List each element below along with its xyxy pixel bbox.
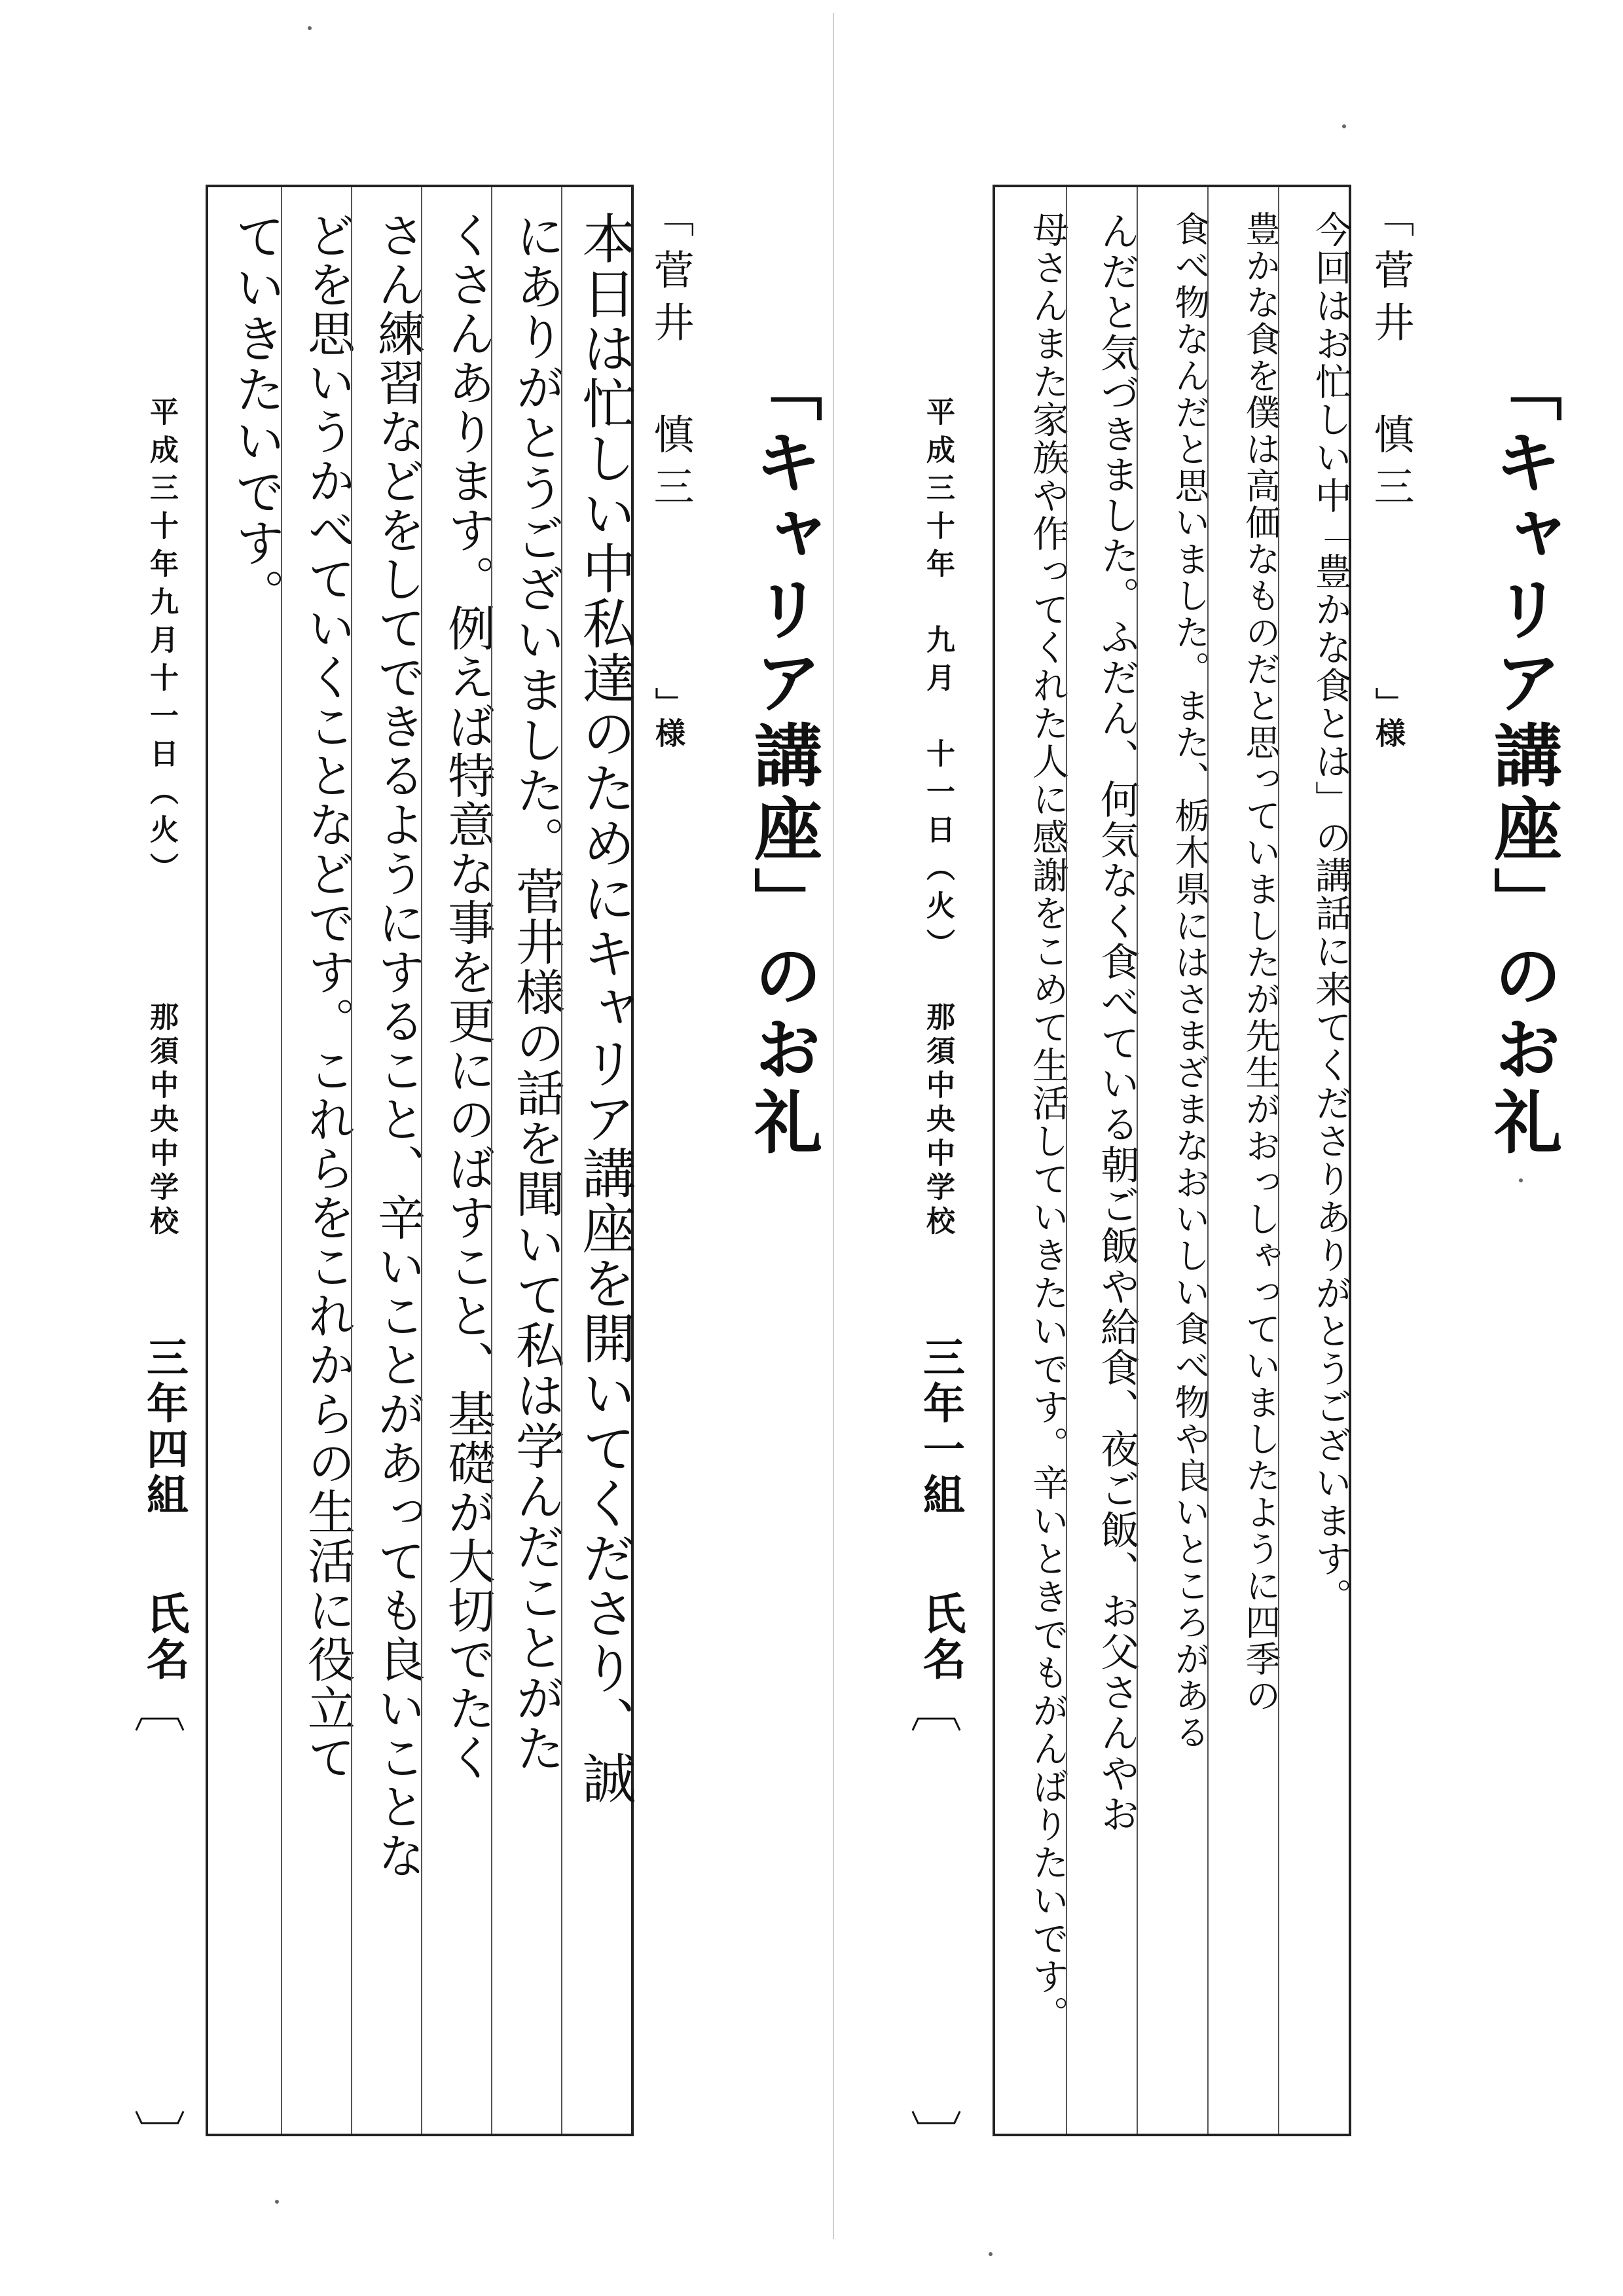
right-line-2: 豊かな食を僕は高価なものだと思っていましたが先生がおっしゃっていましたように四季の bbox=[1207, 187, 1278, 2134]
scan-speck bbox=[275, 2200, 279, 2204]
left-name-bracket-bottom: ︺ bbox=[134, 2107, 186, 2168]
left-line-6: ていきたいです。 bbox=[227, 211, 285, 619]
scan-speck bbox=[989, 2252, 993, 2256]
right-name-bracket-bottom: ︺ bbox=[910, 2107, 962, 2168]
left-writing-box bbox=[206, 185, 634, 2136]
left-line-2: にありがとうございました。菅井様の話を聞いて私は学んだことがた bbox=[491, 187, 561, 2134]
right-line-4: んだと気づきました。ふだん、何気なく食べている朝ご飯や給食、夜ご飯、お父さんやお bbox=[1066, 187, 1137, 2134]
right-title: 「キャリア講座」のお礼 bbox=[1482, 354, 1563, 1160]
left-line-3: くさんあります。例えば特意な事を更にのばすこと、基礎が大切でたく bbox=[421, 187, 491, 2134]
left-line-1: 本日は忙しい中私達のためにキャリア講座を開いてくださり、誠 bbox=[561, 187, 631, 2134]
scan-speck bbox=[308, 26, 312, 30]
right-recipient: 「菅井 慎三 bbox=[1367, 196, 1415, 518]
left-name-label: 氏名 bbox=[139, 1591, 190, 1683]
right-line-5: 母さんまた家族や作ってくれた人に感謝をこめて生活していきたいです。辛いときでもがんばりたいです。 bbox=[1027, 211, 1069, 2033]
left-name-bracket-top: ︹ bbox=[134, 1678, 186, 1739]
right-name-label: 氏名 bbox=[915, 1591, 966, 1683]
left-school: 那須中央中学校 bbox=[145, 1002, 178, 1240]
right-school: 那須中央中学校 bbox=[921, 1002, 955, 1240]
right-name-bracket-top: ︹ bbox=[910, 1678, 962, 1739]
right-writing-box bbox=[993, 185, 1351, 2136]
scan-speck bbox=[1342, 124, 1346, 128]
left-line-4: さん練習などをしてできるようにすること、辛いことがあっても良いことな bbox=[351, 187, 421, 2134]
left-date: 平成三十年九月十一日（火） bbox=[145, 397, 178, 890]
left-grade-class: 三年四組 bbox=[139, 1336, 189, 1519]
scan-speck bbox=[1519, 1178, 1523, 1182]
right-grade-class: 三年一組 bbox=[916, 1336, 965, 1519]
left-recipient: 「菅井 慎三 bbox=[647, 196, 695, 518]
right-line-3: 食べ物なんだと思いました。また、栃木県にはさまざまなおいしい食べ物や良いところがある bbox=[1137, 187, 1207, 2134]
right-recipient-suffix: 」様 bbox=[1371, 687, 1406, 748]
left-title: 「キャリア講座」のお礼 bbox=[742, 354, 823, 1160]
left-recipient-suffix: 」様 bbox=[651, 687, 686, 748]
right-line-1: 今回はお忙しい中「豊かな食とは」の講話に来てくださりありがとうございます。 bbox=[1278, 187, 1349, 2134]
right-letter bbox=[838, 0, 1623, 2296]
page-fold-line bbox=[833, 13, 834, 2239]
left-line-5: どを思いうかべていくことなどです。これらをこれからの生活に役立て bbox=[281, 187, 351, 2134]
right-date: 平成三十年 九月 十一日（火） bbox=[921, 397, 955, 966]
